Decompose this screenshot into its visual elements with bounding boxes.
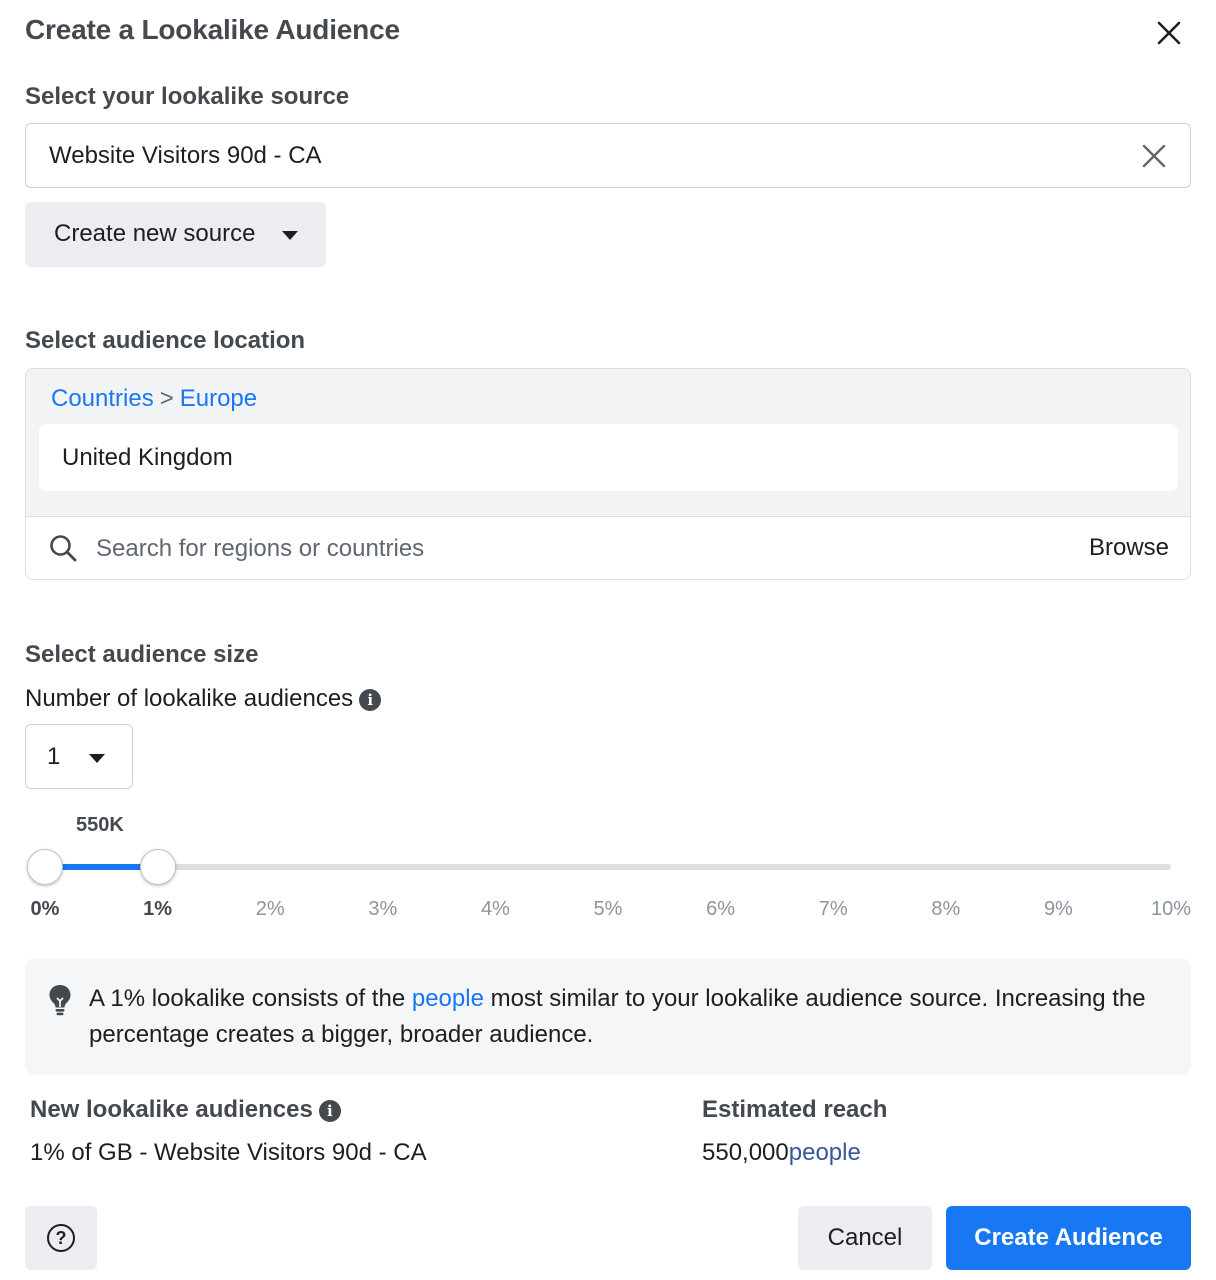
cancel-button[interactable]: Cancel (798, 1206, 932, 1270)
clear-source-icon[interactable] (1140, 142, 1168, 170)
new-audience-value: 1% of GB - Website Visitors 90d - CA (30, 1139, 427, 1166)
tip-people-link[interactable]: people (411, 985, 484, 1012)
slider-thumb-start[interactable] (27, 849, 63, 885)
tip-box (25, 959, 1191, 1074)
audience-count-select[interactable] (25, 724, 133, 789)
browse-button[interactable]: Browse (1088, 534, 1169, 561)
source-selector[interactable] (25, 123, 1191, 188)
new-audiences-label: New lookalike audiences (30, 1096, 313, 1123)
breadcrumb-countries[interactable]: Countries (51, 385, 154, 412)
source-section-label: Select your lookalike source (25, 83, 350, 110)
location-panel (25, 368, 1191, 580)
slider-tick-label: 0% (30, 898, 60, 920)
tip-text-before: A 1% lookalike consists of the (89, 985, 412, 1012)
slider-value-label: 550K (76, 814, 124, 836)
help-button[interactable] (25, 1206, 97, 1270)
caret-down-icon (89, 754, 105, 763)
slider-track[interactable] (45, 864, 1171, 870)
selected-source: Website Visitors 90d - CA (49, 142, 322, 169)
selected-country-label: United Kingdom (62, 444, 233, 471)
slider-tick-label: 10% (1150, 898, 1192, 920)
slider-tick-label: 5% (593, 898, 623, 920)
estimated-reach-value: 550,000 (702, 1139, 789, 1166)
location-section-label: Select audience location (25, 327, 306, 354)
location-search-row (26, 516, 1191, 580)
tip-text (89, 981, 1169, 1053)
size-section-label: Select audience size (25, 641, 259, 668)
breadcrumb (51, 385, 257, 413)
close-icon[interactable] (1152, 16, 1186, 50)
slider-tick-label: 3% (368, 898, 398, 920)
estimated-reach-row (702, 1139, 861, 1167)
location-search-input[interactable] (96, 527, 996, 571)
count-label-row (25, 685, 381, 713)
audience-count-value: 1 (47, 743, 61, 770)
slider-tick-label: 8% (931, 898, 961, 920)
slider-tick-label: 9% (1043, 898, 1073, 920)
caret-down-icon (282, 231, 298, 240)
slider-tick-label: 2% (255, 898, 285, 920)
slider-tick-label: 6% (706, 898, 736, 920)
dialog-title: Create a Lookalike Audience (25, 14, 400, 45)
search-icon (48, 533, 78, 563)
info-icon[interactable]: i (319, 1100, 341, 1122)
create-new-source-label: Create new source (54, 220, 256, 247)
help-icon: ? (47, 1224, 75, 1252)
info-icon[interactable]: i (359, 689, 381, 711)
count-label: Number of lookalike audiences (25, 685, 354, 712)
lightbulb-icon (47, 983, 73, 1017)
tip-text-after: most similar to your lookalike audience source. Increasing the percentage creates a bigger, broader audience. (89, 985, 1146, 1048)
selected-country-item[interactable] (39, 424, 1178, 491)
slider-tick-label: 1% (143, 898, 173, 920)
slider-tick-label: 7% (818, 898, 848, 920)
slider-thumb-end[interactable] (140, 849, 176, 885)
create-audience-button[interactable]: Create Audience (946, 1206, 1191, 1270)
new-audiences-heading (30, 1096, 341, 1124)
reach-people-link[interactable]: people (788, 1139, 861, 1166)
estimated-reach-label: Estimated reach (702, 1096, 888, 1123)
breadcrumb-europe[interactable]: Europe (179, 385, 258, 412)
create-new-source-button[interactable] (25, 202, 326, 267)
breadcrumb-separator: > (159, 385, 174, 412)
slider-tick-label: 4% (480, 898, 510, 920)
